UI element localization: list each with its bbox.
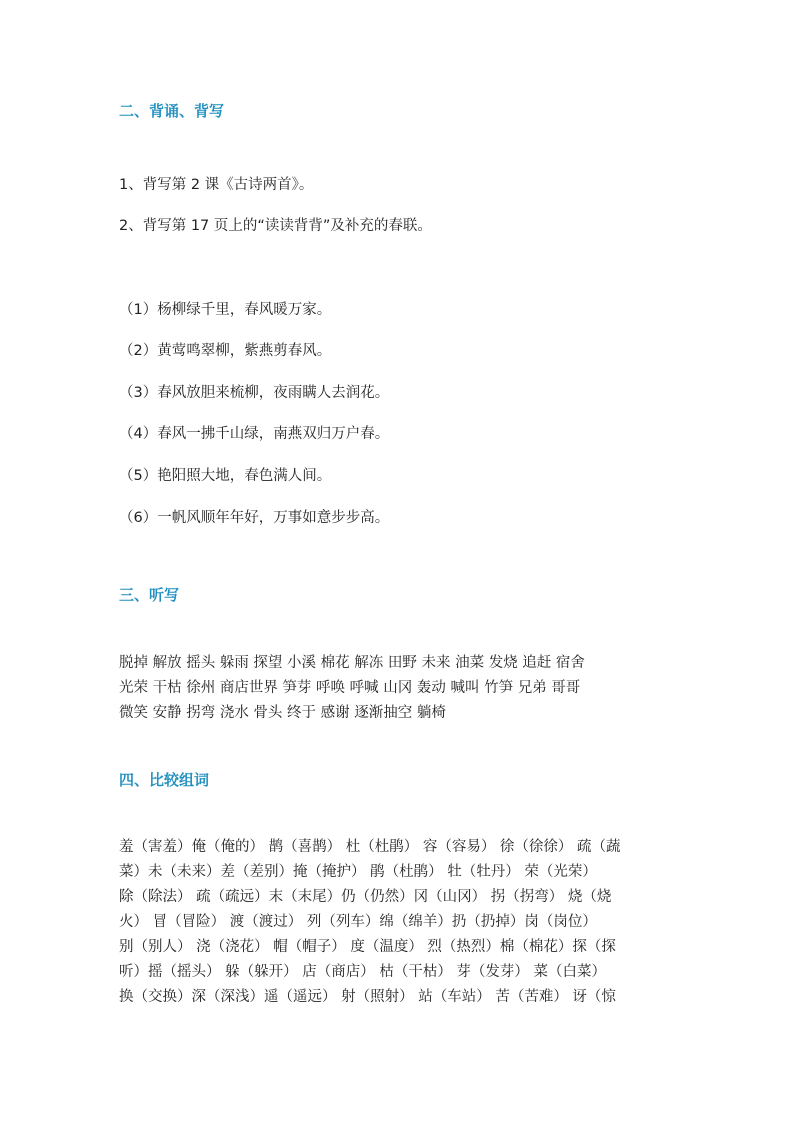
compare-line-6: 听）摇（摇头） 躲（躲开） 店（商店） 枯（干枯） 芽（发芽） 菜（白菜） — [119, 964, 607, 980]
compare-line-1: 羞（害羞）俺（俺的） 鹊（喜鹊） 杜（杜鹃） 容（容易） 徐（徐徐） 疏（蔬 — [119, 839, 621, 855]
couplet-line-5: （5）艳阳照大地，春色满人间。 — [119, 468, 332, 484]
section-heading-recite: 二、背诵、背写 — [119, 102, 225, 120]
couplet-line-2: （2）黄莺鸣翠柳，紫燕剪春风。 — [119, 343, 332, 359]
dictation-word-list — [119, 651, 679, 726]
recite-item-2: 2、背写第 17 页上的“读读背背”及补充的春联。 — [119, 218, 432, 234]
dictation-line-2: 光荣 干枯 徐州 商店世界 笋芽 呼唤 呼喊 山冈 轰动 喊叫 竹笋 兄弟 哥哥 — [119, 680, 581, 696]
couplet-line-4: （4）春风一拂千山绿，南燕双归万户春。 — [119, 426, 390, 442]
dictation-line-1: 脱掉 解放 摇头 躲雨 探望 小溪 棉花 解冻 田野 未来 油菜 发烧 追赶 宿舍 — [119, 655, 585, 671]
compare-line-7: 换（交换）深（深浅）遥（遥远） 射（照射） 站（车站） 苦（苦难） 讶（惊 — [119, 989, 616, 1005]
compare-line-3: 除（除法） 疏（疏远）末（末尾）仍（仍然）冈（山冈） 拐（拐弯） 烧（烧 — [119, 889, 612, 905]
couplet-line-1: （1）杨柳绿千里，春风暖万家。 — [119, 302, 332, 318]
couplet-line-3: （3）春风放胆来梳柳，夜雨瞒人去润花。 — [119, 385, 390, 401]
compare-word-list — [119, 835, 679, 1010]
compare-line-2: 菜）未（未来）差（差别）掩（掩护） 鹃（杜鹃） 牡（牡丹） 荣（光荣） — [119, 864, 597, 880]
dictation-line-3: 微笑 安静 拐弯 浇水 骨头 终于 感谢 逐渐抽空 躺椅 — [119, 705, 446, 721]
section-heading-compare-words: 四、比较组词 — [119, 771, 210, 789]
recite-item-1: 1、背写第 2 课《古诗两首》。 — [119, 177, 314, 193]
couplet-line-6: （6）一帆风顺年年好，万事如意步步高。 — [119, 510, 390, 526]
section-heading-dictation: 三、听写 — [119, 586, 180, 604]
compare-line-5: 别（别人） 浇（浇花） 帽（帽子） 度（温度） 烈（热烈）棉（棉花）探（探 — [119, 939, 616, 955]
compare-line-4: 火） 冒（冒险） 渡（渡过） 列（列车）绵（绵羊）扔（扔掉）岗（岗位） — [119, 914, 597, 930]
